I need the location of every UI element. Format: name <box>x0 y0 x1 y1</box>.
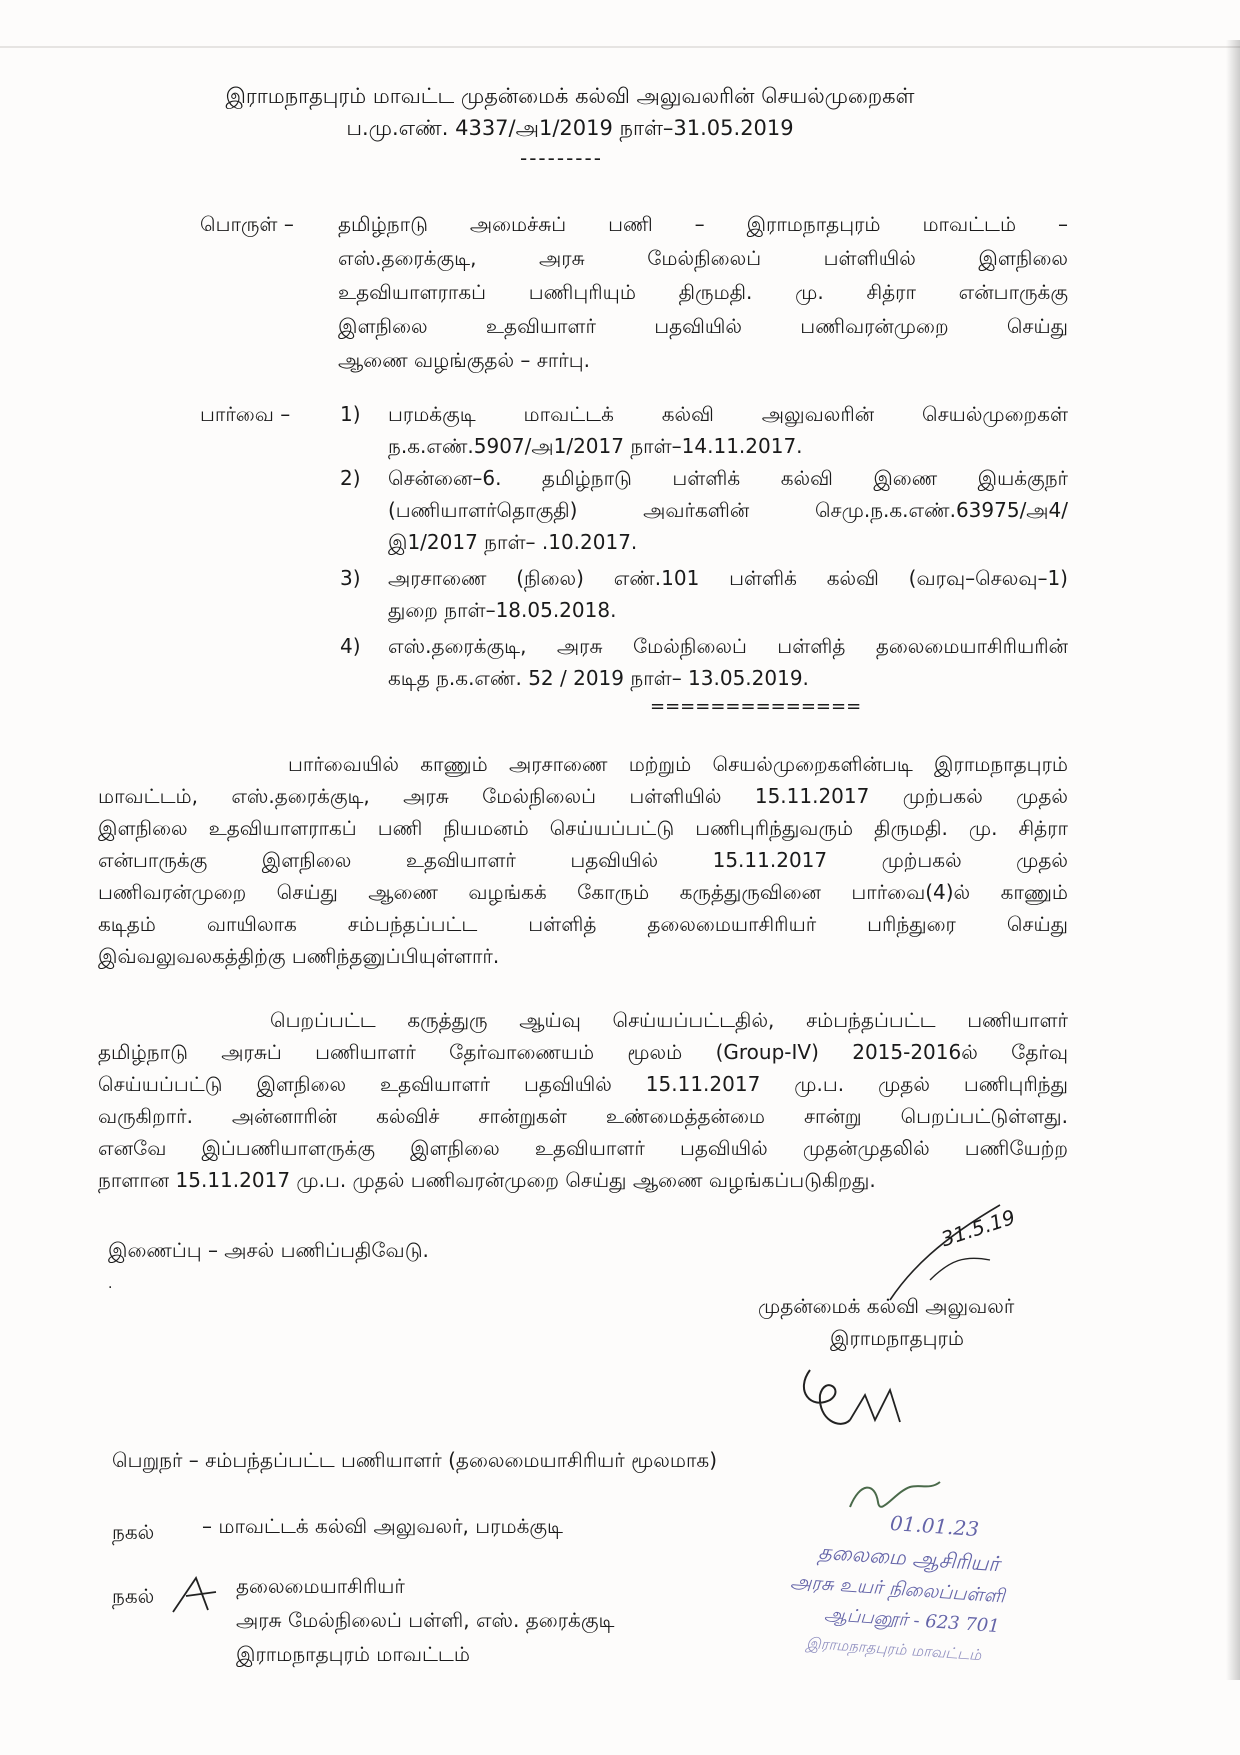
references-label: பார்வை – <box>200 402 291 426</box>
reference-number: 3) <box>340 566 361 590</box>
reference-line: பரமக்குடி மாவட்டக் கல்வி அலுவலரின் செயல்முறைகள் <box>388 402 1068 426</box>
copy-label: நகல் <box>112 1584 155 1608</box>
copy-bracket-mark <box>168 1570 228 1620</box>
header-ref-line: ப.மு.எண். 4337/அ1/2019 நாள்–31.05.2019 <box>346 116 794 140</box>
body-line: பார்வையில் காணும் அரசாணை மற்றும் செயல்முறைகளின்படி இராமநாதபுரம் <box>288 752 1068 776</box>
body-line: என்பாருக்கு இளநிலை உதவியாளர் பதவியில் 15.11.2017 முற்பகல் முதல் <box>98 848 1068 872</box>
reference-number: 4) <box>340 634 361 658</box>
body-line: எனவே இப்பணியாளருக்கு இளநிலை உதவியாளர் பதவியில் முதன்முதலில் பணியேற்ற <box>98 1136 1068 1160</box>
stamp-line: ஆப்பனூர் - 623 701 <box>823 1603 1001 1638</box>
body-line: பெறப்பட்ட கருத்துரு ஆய்வு செய்யப்பட்டதில், சம்பந்தப்பட்ட பணியாளர் <box>270 1008 1068 1032</box>
copy-recipient-line: இராமநாதபுரம் மாவட்டம் <box>236 1642 470 1666</box>
reference-number: 2) <box>340 466 361 490</box>
header-underline: --------- <box>520 146 603 170</box>
reference-line: எஸ்.தரைக்குடி, அரசு மேல்நிலைப் பள்ளித் தலைமையாசிரியரின் <box>388 634 1068 658</box>
reference-line: இ1/2017 நாள்– .10.2017. <box>388 530 638 554</box>
body-line: கடிதம் வாயிலாக சம்பந்தப்பட்ட பள்ளித் தலைமையாசிரியர் பரிந்துரை செய்து <box>98 912 1068 936</box>
copy-recipient: – மாவட்டக் கல்வி அலுவலர், பரமக்குடி <box>202 1514 563 1538</box>
copy-recipient-line: அரசு மேல்நிலைப் பள்ளி, எஸ். தரைக்குடி <box>236 1608 615 1632</box>
signature-place: இராமநாதபுரம் <box>830 1326 964 1350</box>
body-line: பணிவரன்முறை செய்து ஆணை வழங்கக் கோரும் கருத்துருவினை பார்வை(4)ல் காணும் <box>98 880 1068 904</box>
subject-line: உதவியாளராகப் பணிபுரியும் திருமதி. மு. சித்ரா என்பாருக்கு <box>338 280 1068 304</box>
reference-line: ந.க.எண்.5907/அ1/2017 நாள்–14.11.2017. <box>388 434 803 458</box>
reference-line: அரசாணை (நிலை) எண்.101 பள்ளிக் கல்வி (வரவு–செலவு–1) <box>388 566 1068 590</box>
subject-line: ஆணை வழங்குதல் – சார்பு. <box>338 348 590 372</box>
subject-line: தமிழ்நாடு அமைச்சுப் பணி – இராமநாதபுரம் மாவட்டம் – <box>338 212 1068 236</box>
body-line: தமிழ்நாடு அரசுப் பணியாளர் தேர்வாணையம் மூலம் (Group-IV) 2015-2016ல் தேர்வு <box>98 1040 1068 1064</box>
subject-line: எஸ்.தரைக்குடி, அரசு மேல்நிலைப் பள்ளியில் இளநிலை <box>338 246 1068 270</box>
copy-recipient-line: தலைமையாசிரியர் <box>236 1574 405 1598</box>
reference-line: துறை நாள்–18.05.2018. <box>388 598 617 622</box>
reference-line: (பணியாளர்தொகுதி) அவர்களின் செமு.ந.க.எண்.63975/அ4/ <box>388 498 1068 522</box>
reference-line: சென்னை–6. தமிழ்நாடு பள்ளிக் கல்வி இணை இயக்குநர் <box>388 466 1068 490</box>
stamp-line: அரசு உயர் நிலைப்பள்ளி <box>789 1570 1006 1608</box>
signature-designation: முதன்மைக் கல்வி அலுவலர் <box>758 1294 1015 1318</box>
body-line: இளநிலை உதவியாளராகப் பணி நியமனம் செய்யப்பட்டு பணிபுரிந்துவரும் திருமதி. மு. சித்ரா <box>98 816 1068 840</box>
header-title: இராமநாதபுரம் மாவட்ட முதன்மைக் கல்வி அலுவலரின் செயல்முறைகள் <box>225 84 915 108</box>
reference-line: கடித ந.க.எண். 52 / 2019 நாள்– 13.05.2019. <box>388 666 809 690</box>
recipient-to: பெறுநர் – சம்பந்தப்பட்ட பணியாளர் (தலைமையாசிரியர் மூலமாக) <box>112 1448 717 1472</box>
body-line: இவ்வலுவலகத்திற்கு பணிந்தனுப்பியுள்ளார். <box>98 944 500 968</box>
scan-edge-line <box>0 46 1240 48</box>
signature-date: 31.5.19 <box>938 1204 1019 1252</box>
body-line: நாளான 15.11.2017 மு.ப. முதல் பணிவரன்முறை செய்து ஆணை வழங்கப்படுகிறது. <box>98 1168 876 1192</box>
stamp-line: இராமநாதபுரம் மாவட்டம் <box>805 1633 982 1665</box>
reference-number: 1) <box>340 402 361 426</box>
body-line: மாவட்டம், எஸ்.தரைக்குடி, அரசு மேல்நிலைப் பள்ளியில் 15.11.2017 முற்பகல் முதல் <box>98 784 1068 808</box>
body-line: வருகிறார். அன்னாரின் கல்விச் சான்றுகள் உண்மைத்தன்மை சான்று பெறப்பட்டுள்ளது. <box>98 1104 1068 1128</box>
subject-line: இளநிலை உதவியாளர் பதவியில் பணிவரன்முறை செய்து <box>338 314 1068 338</box>
copy-label: நகல் <box>112 1520 155 1544</box>
stamp-line: தலைமை ஆசிரியர் <box>817 1539 1001 1577</box>
reference-rule: ============== <box>650 696 862 717</box>
enclosure-line: இணைப்பு – அசல் பணிப்பதிவேடு. <box>108 1238 429 1262</box>
stamp-date: 01.01.23 <box>889 1510 980 1542</box>
subject-label: பொருள் – <box>200 212 294 236</box>
scan-edge-shadow <box>1226 40 1240 1680</box>
stray-dot: . <box>108 1276 113 1292</box>
initial-mark <box>790 1350 920 1450</box>
body-line: செய்யப்பட்டு இளநிலை உதவியாளர் பதவியில் 15.11.2017 மு.ப. முதல் பணிபுரிந்து <box>98 1072 1068 1096</box>
